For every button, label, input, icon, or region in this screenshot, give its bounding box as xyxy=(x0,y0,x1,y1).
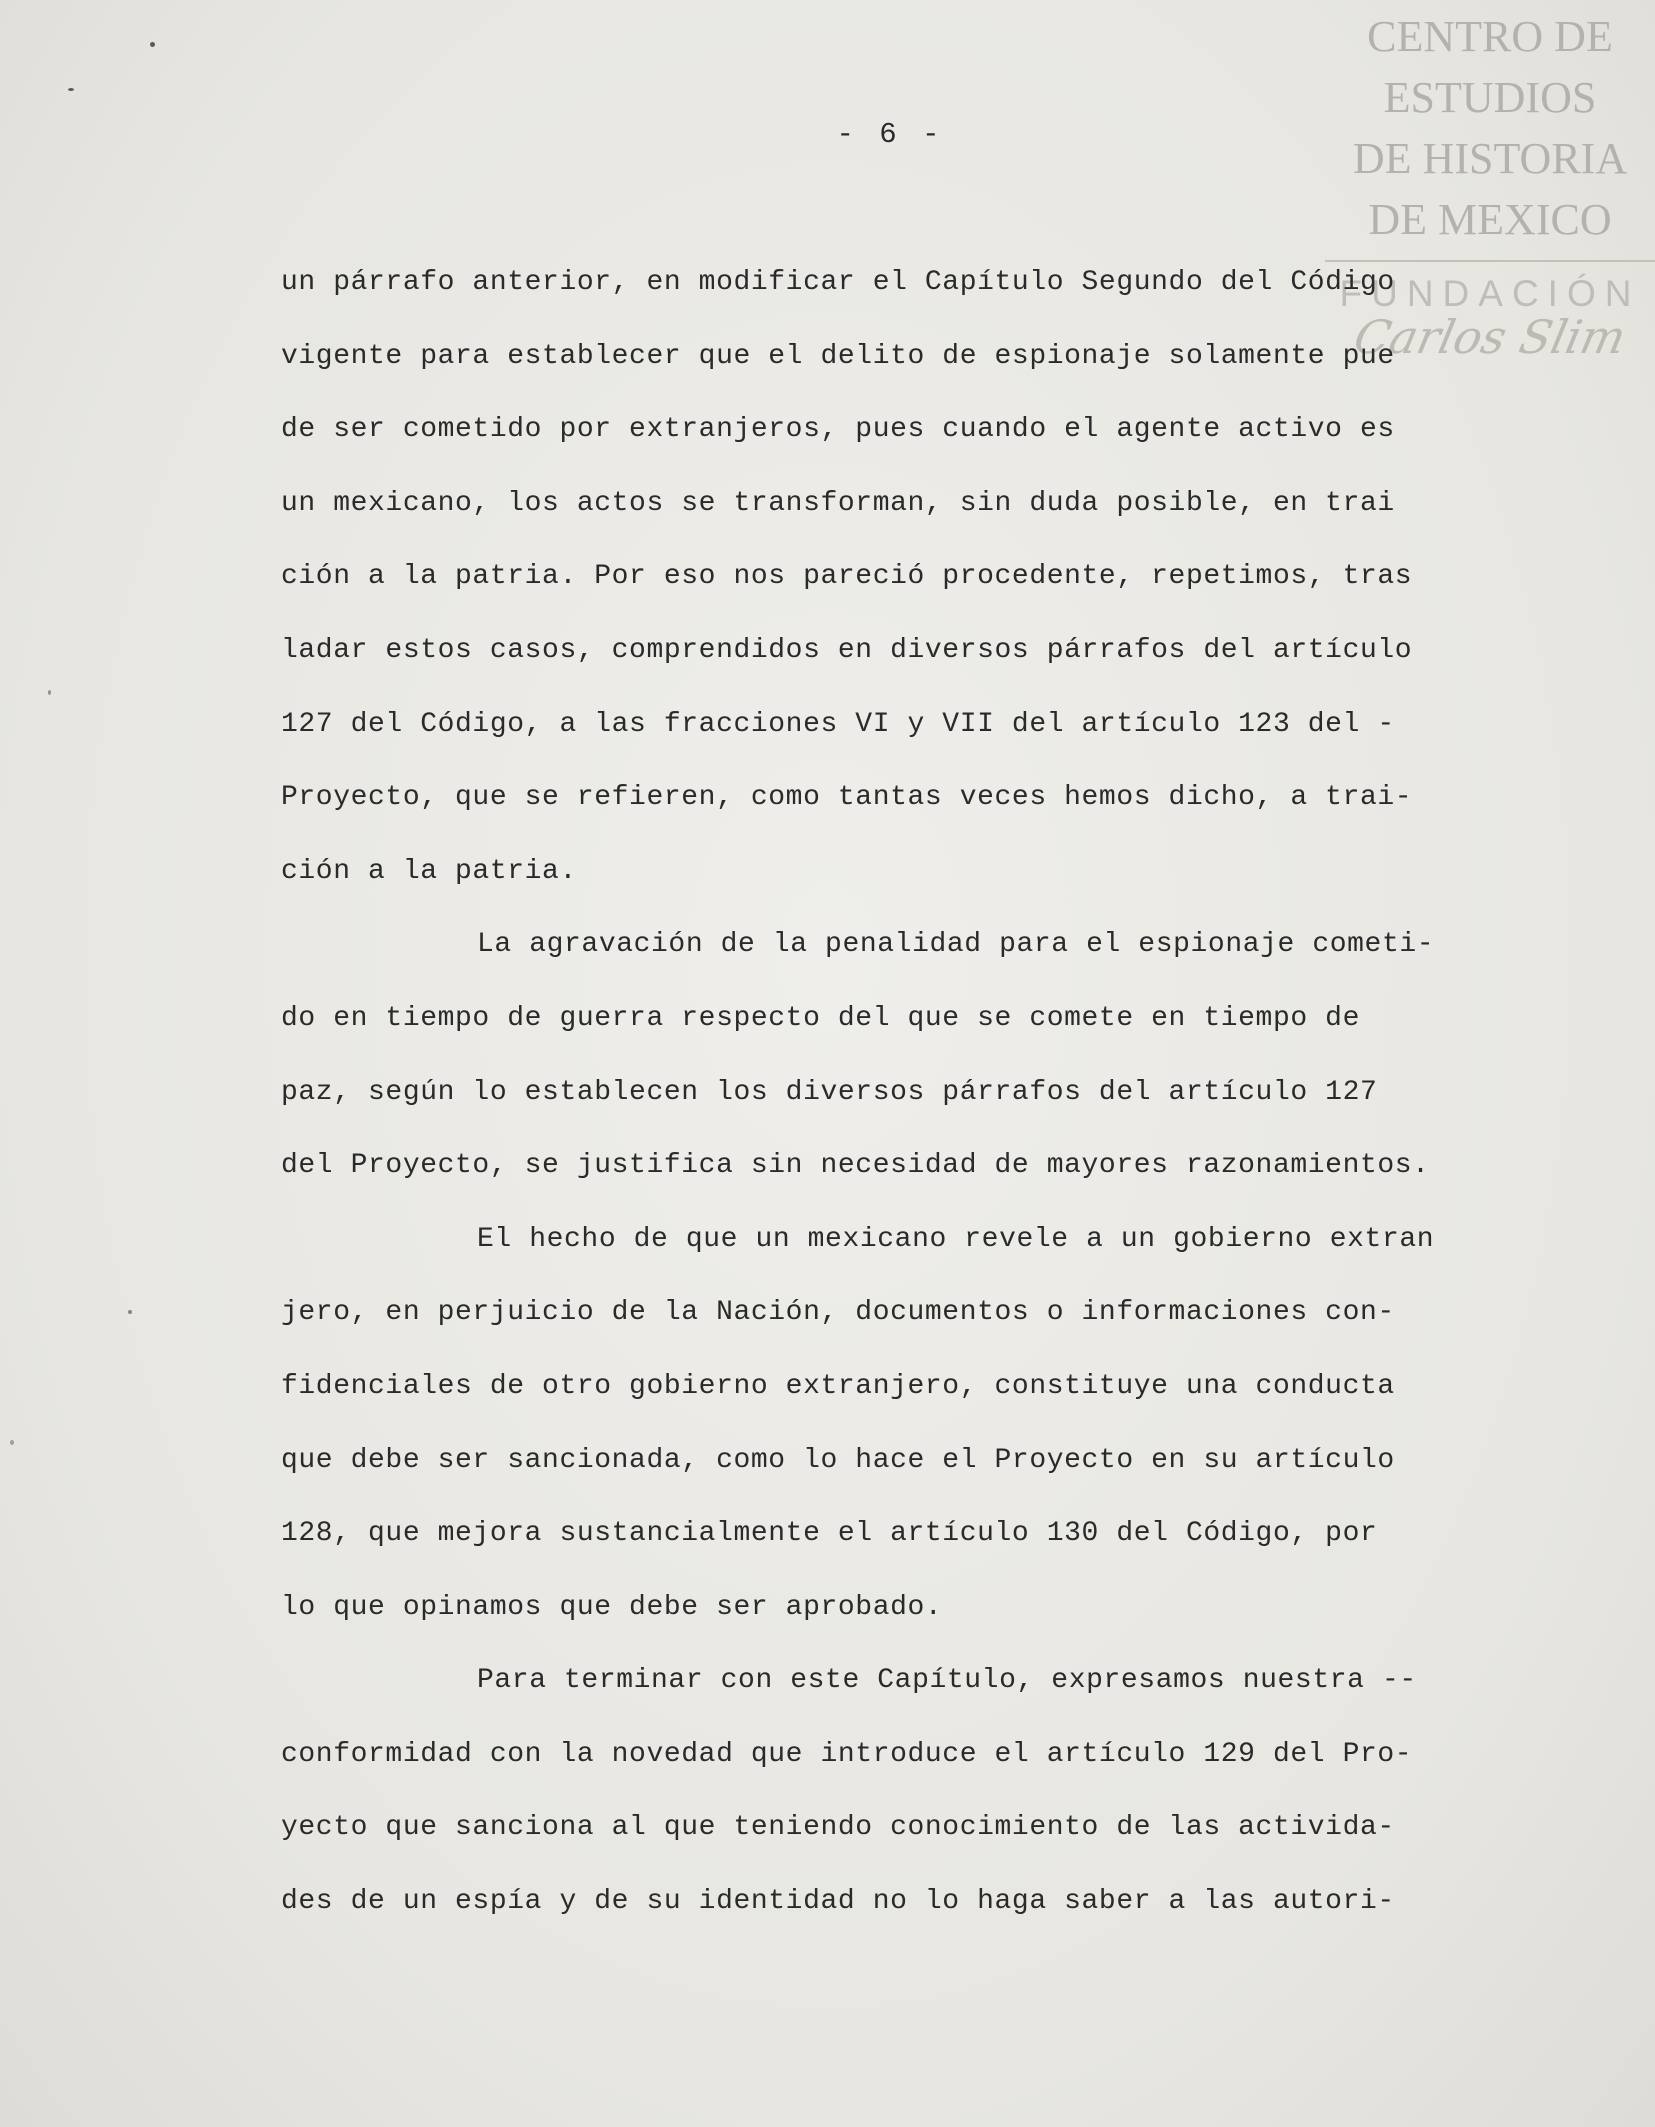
paper-speck xyxy=(150,42,155,47)
watermark-line: DE HISTORIA xyxy=(1352,134,1628,183)
paper-speck xyxy=(128,1310,132,1314)
body-text xyxy=(281,262,1581,1955)
text-line: ladar estos casos, comprendidos en diversos párrafos del artículo xyxy=(281,634,1413,666)
text-line: 127 del Código, a las fracciones VI y VII del artículo 123 del - xyxy=(281,708,1395,740)
text-line: de ser cometido por extranjeros, pues cuando el agente activo es xyxy=(281,414,1395,446)
text-line: Proyecto, que se refieren, como tantas veces hemos dicho, a trai- xyxy=(281,782,1413,814)
text-line: 128, que mejora sustancialmente el artículo 130 del Código, por xyxy=(281,1518,1378,1550)
text-line: yecto que sanciona al que teniendo conocimiento de las activida- xyxy=(281,1812,1395,1844)
page-number: - 6 - xyxy=(836,118,944,151)
text-line: lo que opinamos que debe ser aprobado. xyxy=(281,1591,943,1623)
text-line: un párrafo anterior, en modificar el Capítulo Segundo del Código xyxy=(281,267,1395,298)
watermark-foundation: FUNDACIÓN xyxy=(1339,273,1641,314)
text-line: fidenciales de otro gobierno extranjero, constituye una conducta xyxy=(281,1370,1395,1402)
paper-speck xyxy=(48,690,51,695)
text-line: ción a la patria. Por eso nos pareció procedente, repetimos, tras xyxy=(281,561,1413,593)
paper-speck xyxy=(68,88,74,91)
text-line: do en tiempo de guerra respecto del que se comete en tiempo de xyxy=(281,1002,1360,1034)
watermark-line: DE MEXICO xyxy=(1368,195,1612,244)
text-line: paz, según lo establecen los diversos párrafos del artículo 127 xyxy=(281,1076,1378,1108)
text-line: ción a la patria. xyxy=(281,855,577,887)
watermark-line: CENTRO DE xyxy=(1367,12,1613,61)
text-line: un mexicano, los actos se transforman, sin duda posible, en trai xyxy=(281,487,1395,519)
text-line: vigente para establecer que el delito de espionaje solamente pue xyxy=(281,340,1395,372)
text-line: jero, en perjuicio de la Nación, documentos o informaciones con- xyxy=(281,1297,1395,1329)
text-line: Para terminar con este Capítulo, expresamos nuestra -- xyxy=(477,1665,1417,1697)
watermark-signature: Carlos Slim xyxy=(1349,310,1631,364)
text-line: El hecho de que un mexicano revele a un gobierno extran xyxy=(477,1223,1435,1255)
text-line: conformidad con la novedad que introduce el artículo 129 del Pro- xyxy=(281,1738,1413,1770)
text-line: des de un espía y de su identidad no lo haga saber a las autori- xyxy=(281,1886,1395,1918)
text-line: que debe ser sancionada, como lo hace el Proyecto en su artículo xyxy=(281,1444,1395,1476)
text-line: La agravación de la penalidad para el espionaje cometi- xyxy=(477,929,1435,961)
paper-speck xyxy=(10,1440,14,1445)
text-line: del Proyecto, se justifica sin necesidad de mayores razonamientos. xyxy=(281,1150,1430,1182)
watermark-line: ESTUDIOS xyxy=(1383,73,1597,122)
